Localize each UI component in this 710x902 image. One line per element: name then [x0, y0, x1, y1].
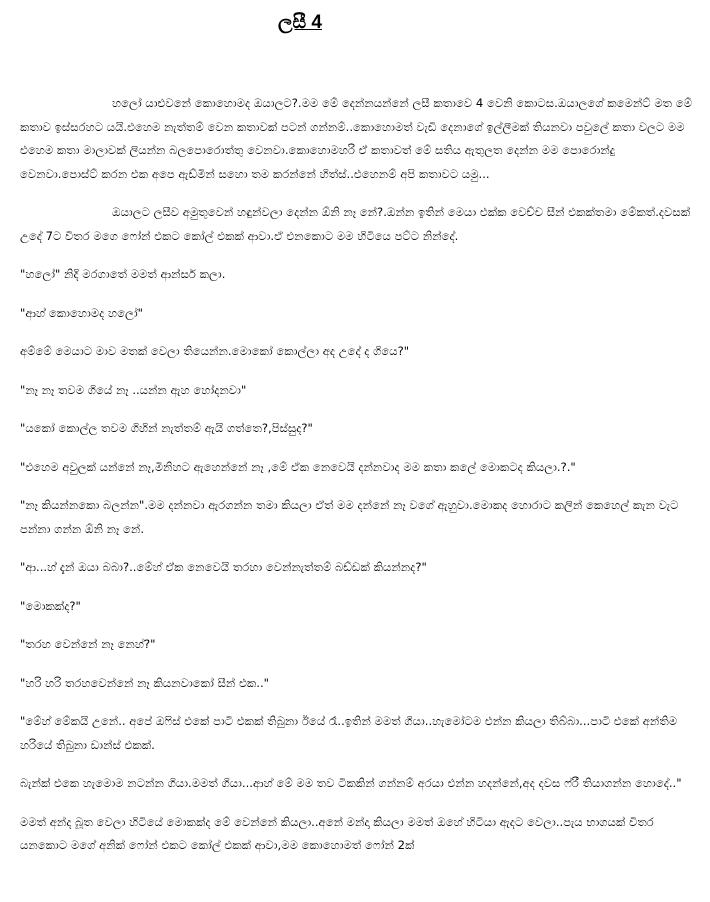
paragraph: "ආ...හ් දැන් ඔයා බබා?..මේහ් ඒක නෙවෙයි තරහා වෙන්නැත්තම් බඩ්ඩක් කියන්නද?": [20, 560, 427, 574]
paragraph: "තරහ වෙන්නේ නෑ නෙහ්?": [20, 637, 156, 651]
paragraph: හලෝ යාළුවනේ කොහොමද ඔයාලට?.මම මේ දෙන්නයන්නේ ලසී කතාවෙ 4 වෙනි කොටස.ඔයාලගේ කමෙන්ට් මත මේ කතාව ඉස්සරහට යයි.එහෙම නැත්තම් වෙන කතාවක් පටන් ගන්නම්..කොහොමත් වැඩි දෙනාගේ ඉල්ලීමක් තියනවා පවුලේ කතා වලට මම එහෙම කතා මාලාවක් ලියන්න බලපොරොත්තු වෙනවා.කොහොමහරි ඒ කතාවත් මේ සතිය ඇතුලත දෙන්න මම පොරොන්දු වෙනවා.පොස්ට් කරන එක අපෙ ඇඩ්මින් සහො තම කරන්නේ හිත්ස්..එහෙනම් අපි කතාවට යමු...: [20, 96, 692, 181]
paragraph: "මොකක්ද?": [20, 598, 81, 613]
paragraph: "හරි හරි තරහවෙන්නේ නෑ කියනවාකෝ සීන් එක..": [20, 675, 269, 690]
paragraph: "මේහ් මේකයි උනේ.. අපේ ඔෆිස් එකේ පාටි එකක් තිබුනා ඊයේ රෑ..ඉතින් මමත් ගියා..හැමෝටම එන්න කියලා තිබ්බා...පාටි එකේ අන්තිම හරියේ තිබුනා ඩාන්ස් එකක්.: [20, 714, 678, 752]
document-body: [20, 92, 692, 873]
paragraph: අම්මේ මෙයාට මාව මතක් වෙලා තියෙන්න.මොකෝ කොල්ලා අද උදේ ද ගියෙ?": [20, 344, 410, 358]
paragraph: "යකෝ කොල්ල තවම ගිහින් නැත්තම් ඇයි ගත්තෙ?,පිස්සුද?": [20, 421, 313, 435]
paragraph: ඔයාලට ලසීව අමුතුවෙන් හඳුන්වලා දෙන්න ඕනි නෑ නේ?.ඔන්න ඉතින් මෙයා එක්ක වෙච්ච සීන් එකක්තමා මේකත්.දවසක් උදේ 7ට විතර මගෙ ෆෝන් එකට කෝල් එකක් ආවා.ඒ එනකොට මම හිටියෙ පට්ට නින්දේ.: [20, 205, 691, 243]
paragraph: මමත් අන්ද බූත වෙලා හිටියේ මොකක්ද මේ වෙන්නේ කියලා..අනේ මන්දා කියලා මමත් ඔහේ හිටියා ඇදට වෙලා..පැය භාගයක් විතර යනකොට මගේ අනික් ෆෝන් එකට කෝල් එකක් ආවා,මම කොහොමත් ෆෝන් 2ක්: [20, 814, 654, 852]
paragraph: "හලෝ" නිදි මරගාතේ මමත් ආන්සර් කලා.: [20, 267, 226, 281]
document-title: ලසී 4: [277, 12, 322, 33]
paragraph: "නෑ නෑ තවම ගියේ නෑ ..යන්න ඇහ හෝදනවා": [20, 382, 247, 397]
paragraph: "එහෙම අවුලක් යන්නේ නෑ,මිනිහට ඇහෙන්නේ නෑ ,මේ ඒක නෙවෙයි දන්නවාද මම කතා කලේ මොකටද කියලා.?.": [20, 459, 576, 474]
paragraph: "නෑ කියන්නකො බලන්න".මම දන්නවා ඇරගන්න තමා කියලා ඒත් මම දන්නේ නෑ වගේ ඇහුවා.මොකද හොරාට කලින් කෙහෙල් කැන වැට පන්නා ගන්න ඕනි නෑ නේ.: [20, 498, 679, 536]
paragraph: "ආහ් කොහොමද හලෝ": [20, 305, 143, 320]
paragraph: බැන්ක් එකෙ හැමොම නටන්න ගියා.මමත් ගියා...ආහ් මේ මම තව ටිකකින් ගන්නම් අරයා එන්න හදන්නේ,අද දවස ෆ්රී තියාගන්න හොදේ..": [20, 776, 682, 790]
